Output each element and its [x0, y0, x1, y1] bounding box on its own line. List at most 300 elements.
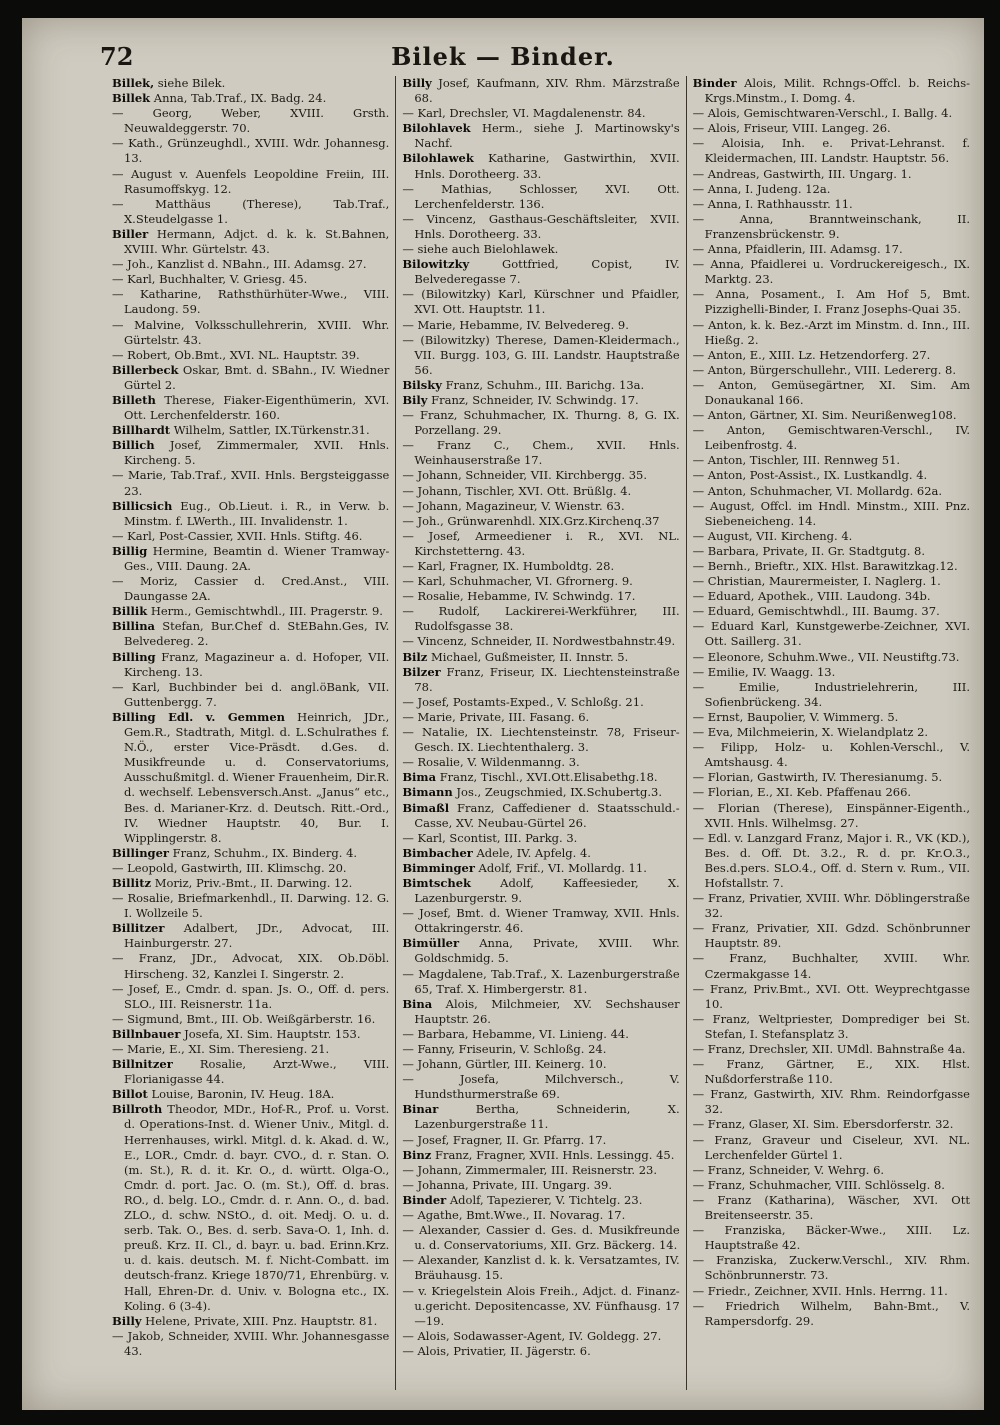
entry-details: — Franz, Schuhmacher, VIII. Schlösselg. 8. — [692, 1177, 945, 1192]
entry-surname: Binar — [402, 1102, 439, 1117]
entry-surname: Bimaßl — [402, 800, 450, 815]
directory-entry — [693, 1193, 970, 1223]
entry-surname: Bilowitzky — [402, 257, 470, 272]
directory-entry — [112, 604, 389, 619]
entry-details: Franz, Caffediener d. Staatsschuld.-Casse, XV. Neubau-Gürtel 26. — [414, 800, 680, 830]
directory-entry — [693, 242, 970, 257]
directory-entry — [112, 1314, 389, 1329]
directory-entry — [402, 408, 679, 438]
entry-details: — Rudolf, Lackirerei-Werkführer, III. Rudolfsgasse 38. — [402, 604, 680, 634]
entry-details: — Karl, Drechsler, VI. Magdalenenstr. 84. — [402, 106, 646, 121]
entry-details: — Karl, Buchbinder bei d. angl.öBank, VII. Guttenbergg. 7. — [112, 679, 390, 709]
directory-entry — [693, 1284, 970, 1299]
directory-entry — [693, 408, 970, 423]
entry-details: — Anton, Post-Assist., IX. Lustkandlg. 4. — [692, 468, 928, 483]
directory-entry — [112, 861, 389, 876]
entry-details: — August v. Auenfels Leopoldine Freiin, III. Rasumoffskyg. 12. — [112, 166, 390, 196]
entry-details: — Vincenz, Schneider, II. Nordwestbahnstr.49. — [402, 634, 676, 649]
directory-entry — [112, 1042, 389, 1057]
directory-entry — [112, 136, 389, 166]
directory-entry — [402, 650, 679, 665]
entry-details: Adolf, Tapezierer, V. Tichtelg. 23. — [446, 1192, 643, 1207]
entry-surname: Billot — [112, 1087, 148, 1102]
directory-entry — [693, 1012, 970, 1042]
directory-entry — [402, 997, 679, 1027]
entry-details: Michael, Gußmeister, II. Innstr. 5. — [427, 649, 629, 664]
entry-details: Rosalie, Arzt-Wwe., VIII. Florianigasse 44. — [124, 1057, 390, 1087]
entry-details: — Franz, Gastwirth, XIV. Rhm. Reindorfgasse 32. — [692, 1087, 970, 1117]
directory-entry — [112, 257, 389, 272]
entry-details: Helene, Private, XIII. Pnz. Hauptstr. 81. — [141, 1313, 378, 1328]
directory-entry — [402, 378, 679, 393]
entry-details: — Franz, Gärtner, E., XIX. Hlst. Nußdorferstraße 110. — [692, 1057, 970, 1087]
entry-details: Oskar, Bmt. d. SBahn., IV. Wiedner Gürtel 2. — [124, 362, 390, 392]
entry-details: — Friedr., Zeichner, XVII. Hnls. Herrng. 11. — [692, 1283, 948, 1298]
entry-surname: Binder — [692, 76, 737, 90]
entry-surname: Billing — [112, 649, 156, 664]
directory-entry — [693, 1117, 970, 1132]
directory-entry — [402, 438, 679, 468]
entry-details: — Eduard, Apothek., VIII. Laudong. 34b. — [692, 589, 931, 604]
entry-details: — Eduard, Gemischtwhdl., III. Baumg. 37. — [692, 604, 940, 619]
directory-entry — [402, 770, 679, 785]
directory-entry — [693, 801, 970, 831]
entry-details: — Aloisia, Inh. e. Privat-Lehranst. f. Kleidermachen, III. Landstr. Hauptstr. 56. — [692, 136, 970, 166]
directory-entry — [112, 619, 389, 649]
entry-details: Stefan, Bur.Chef d. StEBahn.Ges, IV. Belvedereg. 2. — [124, 619, 390, 649]
entry-details: — Vincenz, Gasthaus-Geschäftsleiter, XVII. Hnls. Dorotheerg. 33. — [402, 211, 680, 241]
entry-details: — Anton, Bürgerschullehr., VIII. Ledererg. 8. — [692, 362, 957, 377]
entry-details: Josef, Kaufmann, XIV. Rhm. Märzstraße 68. — [414, 76, 680, 106]
entry-details: — Anton, k. k. Bez.-Arzt im Minstm. d. Inn., III. Hießg. 2. — [692, 317, 970, 347]
entry-details: — Karl, Fragner, IX. Humboldtg. 28. — [402, 559, 615, 573]
entry-details: Franz, Schuhm., IX. Binderg. 4. — [168, 845, 358, 860]
entry-details: Adele, IV. Apfelg. 4. — [472, 845, 591, 860]
directory-entry — [693, 423, 970, 453]
entry-details: — Alois, Sodawasser-Agent, IV. Goldegg. 27. — [402, 1328, 662, 1343]
entry-details: — Franz, JDr., Advocat, XIX. Ob.Döbl. Hirscheng. 32, Kanzlei I. Singerstr. 2. — [112, 951, 390, 981]
directory-entry — [693, 257, 970, 287]
entry-details: — Anna, Branntweinschank, II. Franzensbrückenstr. 9. — [692, 211, 970, 241]
directory-entry — [693, 680, 970, 710]
directory-entry — [402, 876, 679, 906]
directory-entry — [112, 1012, 389, 1027]
entry-details: — Alois, Gemischtwaren-Verschl., I. Ballg. 4. — [692, 106, 953, 121]
directory-entry — [693, 363, 970, 378]
directory-entry — [112, 544, 389, 574]
directory-entry — [693, 951, 970, 981]
directory-entry — [693, 76, 970, 106]
directory-entry — [693, 378, 970, 408]
entry-details: — Bernh., Brieftr., XIX. Hlst. Barawitzkag.12. — [692, 559, 958, 573]
directory-entry — [112, 650, 389, 680]
entry-details: Adolf, Frif., VI. Mollardg. 11. — [474, 860, 647, 875]
directory-entry — [693, 740, 970, 770]
entry-details: — Malvine, Volksschullehrerin, XVIII. Whr. Gürtelstr. 43. — [112, 317, 390, 347]
entry-surname: Bilohlawek — [402, 151, 474, 166]
directory-entry — [693, 1163, 970, 1178]
entry-details: — Josefa, Milchversch., V. Hundsthurmerstraße 69. — [402, 1072, 680, 1102]
entry-details: — Christian, Maurermeister, I. Naglerg. 1. — [692, 574, 941, 589]
entry-details: — Alexander, Kanzlist d. k. k. Versatzamtes, IV. Bräuhausg. 15. — [402, 1253, 680, 1283]
entry-details: — August, Offcl. im Hndl. Minstm., XIII. Pnz. Siebeneicheng. 14. — [692, 498, 970, 528]
directory-entry — [112, 227, 389, 257]
entry-details: — Anton, Schuhmacher, VI. Mollardg. 62a. — [692, 483, 943, 498]
entry-details: Franz, Friseur, IX. Liechtensteinstraße 78. — [414, 664, 680, 694]
directory-entry — [112, 1329, 389, 1359]
entry-details: — Franz, Priv.Bmt., XVI. Ott. Weyprechtgasse 10. — [692, 981, 970, 1011]
entry-details: — Franz C., Chem., XVII. Hnls. Weinhauserstraße 17. — [402, 438, 680, 468]
entry-details: — Alexander, Cassier d. Ges. d. Musikfreunde u. d. Conservatoriums, XII. Grz. Bäckerg. 14. — [402, 1223, 680, 1253]
entry-details: — Eleonore, Schuhm.Wwe., VII. Neustiftg.73. — [692, 649, 960, 664]
directory-entry — [112, 348, 389, 363]
directory-entry — [402, 1193, 679, 1208]
directory-entry — [112, 393, 389, 423]
directory-entry — [402, 1057, 679, 1072]
entry-details: — Florian, Gastwirth, IV. Theresianumg. 5. — [692, 770, 943, 785]
directory-entry — [402, 1223, 679, 1253]
directory-entry — [402, 1208, 679, 1223]
directory-entry — [112, 846, 389, 861]
directory-entry — [112, 891, 389, 921]
entry-details: Josef, Zimmermaler, XVII. Hnls. Kircheng. 5. — [124, 438, 390, 468]
directory-entry — [402, 634, 679, 649]
entry-details: — Josef, E., Cmdr. d. span. Js. O., Off. d. pers. SLO., III. Reisnerstr. 11a. — [112, 981, 390, 1011]
entry-details: — (Bilowitzky) Karl, Kürschner und Pfaidler, XVI. Ott. Hauptstr. 11. — [402, 287, 680, 317]
directory-entry — [693, 619, 970, 649]
directory-entry — [402, 121, 679, 151]
entry-details: — Franz, Drechsler, XII. UMdl. Bahnstraße 4a. — [692, 1042, 966, 1056]
entry-details: Josefa, XI. Sim. Hauptstr. 153. — [180, 1026, 361, 1041]
directory-entry — [402, 257, 679, 287]
directory-entry — [402, 604, 679, 634]
entry-surname: Bimminger — [402, 860, 475, 875]
entry-details: Moriz, Priv.-Bmt., II. Darwing. 12. — [151, 875, 353, 890]
entry-details: — Emilie, IV. Waagg. 13. — [692, 664, 836, 679]
entry-surname: Billerbeck — [112, 362, 179, 377]
directory-entry — [693, 1057, 970, 1087]
entry-surname: Billitzer — [112, 921, 165, 936]
running-head: Bilek — Binder. — [391, 42, 615, 71]
entry-details: — August, VII. Kircheng. 4. — [692, 528, 853, 543]
directory-entry — [693, 136, 970, 166]
entry-details: — Anna, Pfaidlerei u. Vordruckereigesch., IX. Marktg. 23. — [692, 257, 970, 287]
directory-entry — [693, 770, 970, 785]
directory-entry — [693, 484, 970, 499]
entry-details: — Rosalie, Hebamme, IV. Schwindg. 17. — [402, 589, 636, 604]
directory-entry — [693, 665, 970, 680]
directory-entry — [693, 106, 970, 121]
directory-entry — [402, 1102, 679, 1132]
entry-details: — Franz (Katharina), Wäscher, XVI. Ott Breitenseerstr. 35. — [692, 1192, 970, 1223]
entry-details: Katharine, Gastwirthin, XVII. Hnls. Dorotheerg. 33. — [414, 151, 680, 181]
directory-entry — [693, 831, 970, 891]
directory-entry — [402, 76, 679, 106]
directory-entry — [693, 1042, 970, 1057]
entry-details: — Joh., Grünwarenhdl. XIX.Grz.Kirchenq.37 — [402, 513, 660, 528]
entry-surname: Bilzer — [402, 664, 441, 679]
entry-details: — Marie, Hebamme, IV. Belvedereg. 9. — [402, 317, 629, 332]
directory-entry — [402, 1329, 679, 1344]
directory-entry — [402, 936, 679, 966]
directory-entry — [402, 514, 679, 529]
directory-entry — [402, 861, 679, 876]
directory-entry — [402, 725, 679, 755]
directory-entry — [693, 1178, 970, 1193]
entry-details: Adolf, Kaffeesieder, X. Lazenburgerstr. 9. — [414, 875, 680, 906]
entry-surname: Bilz — [402, 649, 428, 664]
entry-surname: Billy — [112, 1313, 142, 1328]
directory-entry — [693, 453, 970, 468]
entry-details: — Barbara, Hebamme, VI. Linieng. 44. — [402, 1026, 629, 1041]
entry-details: — Anton, Gemischtwaren-Verschl., IV. Leibenfrostg. 4. — [692, 423, 970, 453]
entry-surname: Billek — [112, 91, 151, 106]
entry-details: — Anton, Gärtner, XI. Sim. Neurißenweg108. — [692, 408, 957, 423]
entry-details: — Agathe, Bmt.Wwe., II. Novarag. 17. — [402, 1208, 626, 1223]
entry-details: — Marie, Tab.Traf., XVII. Hnls. Bergsteiggasse 23. — [112, 468, 390, 498]
directory-entry — [402, 242, 679, 257]
entry-details: — Edl. v. Lanzgard Franz, Major i. R., VK (KD.), Bes. d. Off. Dt. 3.2., R. d. pr. Kr.O.3., Bes.d.pers. SLO.4., Off. d. Stern v. Rum., VII. Hofstallstr. 7. — [692, 830, 970, 890]
entry-surname: Billinger — [112, 845, 169, 860]
entry-details: Louise, Baronin, IV. Heug. 18A. — [147, 1087, 335, 1102]
directory-entry — [693, 891, 970, 921]
entry-surname: Billeth — [112, 392, 156, 407]
entry-details: — Rosalie, V. Wildenmanng. 3. — [402, 755, 580, 770]
directory-entry — [112, 499, 389, 529]
entry-surname: Bimann — [402, 785, 453, 800]
entry-details: Franz, Fragner, XVII. Hnls. Lessingg. 45. — [431, 1147, 675, 1162]
entry-details: Therese, Fiaker-Eigenthümerin, XVI. Ott. Lerchenfelderstr. 160. — [124, 392, 390, 423]
directory-entry — [693, 121, 970, 136]
entry-details: Anna, Private, XVIII. Whr. Goldschmidg. 5. — [414, 936, 680, 966]
directory-entry — [693, 1133, 970, 1163]
entry-surname: Billik — [112, 604, 148, 619]
entry-details: — Karl, Schuhmacher, VI. Gfrornerg. 9. — [402, 574, 633, 589]
entry-details: — Franz, Schuhmacher, IX. Thurng. 8, G. IX. Porzellang. 29. — [402, 408, 680, 438]
entry-details: — Karl, Post-Cassier, XVII. Hnls. Stiftg. 46. — [112, 528, 363, 543]
directory-entry — [693, 318, 970, 348]
entry-details: — Robert, Ob.Bmt., XVI. NL. Hauptstr. 39. — [112, 347, 360, 362]
entry-details: — Natalie, IX. Liechtensteinstr. 78, Friseur-Gesch. IX. Liechtenthalerg. 3. — [402, 725, 680, 755]
directory-entry — [693, 287, 970, 317]
directory-entry — [402, 695, 679, 710]
entry-details: — Katharine, Rathsthürhüter-Wwe., VIII. Laudong. 59. — [112, 287, 390, 317]
entry-details: Heinrich, JDr., Gem.R., Stadtrath, Mitgl. d. L.Schulrathes f. N.Ö., erster Vice-Präsdt. d.Ges. d. Musikfreunde u. d. Conservatoriums, Ausschußmitgl. d. Wiener Frauenheim, Dir.R. d. wechself. Lebensversch.Anst. „Janus“ etc., Bes. d. Marianer-Krz. d. Deutsch. Ritt.-Ord., IV. Wiedner Hauptstr. 40, Bur. I. Wipplingerstr. 8. — [124, 709, 390, 845]
entry-surname: Billing Edl. v. Gemmen — [112, 709, 286, 724]
directory-entry — [112, 197, 389, 227]
entry-details: — Johann, Tischler, XVI. Ott. Brüßlg. 4. — [402, 483, 632, 498]
directory-entry — [402, 846, 679, 861]
page-header — [22, 32, 984, 78]
directory-entry — [402, 1284, 679, 1329]
entry-surname: Bina — [402, 996, 433, 1011]
entry-details: — Franz, Glaser, XI. Sim. Ebersdorferstr. 32. — [692, 1117, 954, 1132]
directory-entry — [112, 921, 389, 951]
entry-surname: Binz — [402, 1147, 432, 1162]
directory-entry — [402, 906, 679, 936]
entry-details: — Barbara, Private, II. Gr. Stadtgutg. 8. — [692, 543, 926, 558]
entry-details: — Andreas, Gastwirth, III. Ungarg. 1. — [692, 166, 912, 181]
directory-entry — [402, 967, 679, 997]
entry-details: — Eduard Karl, Kunstgewerbe-Zeichner, XVI. Ott. Saillerg. 31. — [692, 619, 970, 649]
directory-entry — [112, 1087, 389, 1102]
directory-entry — [402, 831, 679, 846]
directory-entry — [402, 710, 679, 725]
entry-details: — Matthäus (Therese), Tab.Traf., X.Steudelgasse 1. — [112, 196, 390, 226]
directory-entry — [112, 1057, 389, 1087]
entry-details: — Magdalene, Tab.Traf., X. Lazenburgerstraße 65, Traf. X. Himbergerstr. 81. — [402, 966, 680, 996]
entry-details: — Johann, Magazineur, V. Wienstr. 63. — [402, 498, 625, 513]
entry-surname: Billina — [112, 619, 156, 634]
directory-entry — [112, 468, 389, 498]
entry-details: Gottfried, Copist, IV. Belvederegasse 7. — [414, 257, 680, 287]
directory-entry — [402, 755, 679, 770]
entry-details: Hermine, Beamtin d. Wiener Tramway-Ges., VIII. Daung. 2A. — [124, 543, 390, 573]
entry-details: — Anton, Tischler, III. Rennweg 51. — [692, 453, 901, 468]
directory-entry — [402, 182, 679, 212]
directory-entry — [402, 529, 679, 559]
directory-entry — [693, 197, 970, 212]
entry-details: — Mathias, Schlosser, XVI. Ott. Lerchenfelderstr. 136. — [402, 181, 680, 211]
directory-entry — [693, 650, 970, 665]
entry-surname: Bimbacher — [402, 845, 473, 860]
entry-details: Alois, Milchmeier, XV. Sechshauser Hauptstr. 26. — [414, 996, 680, 1026]
entry-surname: Billek, — [112, 76, 155, 90]
entry-details: — Alois, Friseur, VIII. Langeg. 26. — [692, 121, 891, 136]
directory-entry — [112, 951, 389, 981]
directory-entry — [112, 363, 389, 393]
column-1 — [110, 76, 395, 1390]
entry-surname: Bimüller — [402, 936, 460, 951]
entry-details: — Franz, Buchhalter, XVIII. Whr. Czermakgasse 14. — [692, 951, 970, 981]
directory-entry — [402, 1042, 679, 1057]
directory-entry — [112, 876, 389, 891]
directory-entry — [112, 91, 389, 106]
entry-details: Franz, Schneider, IV. Schwindg. 17. — [427, 392, 639, 407]
directory-entry — [402, 333, 679, 378]
directory-entry — [402, 393, 679, 408]
entry-details: — Franz, Schneider, V. Wehrg. 6. — [692, 1162, 885, 1177]
entry-details: — Moriz, Cassier d. Cred.Anst., VIII. Daungasse 2A. — [112, 574, 390, 604]
directory-columns — [110, 76, 976, 1390]
entry-details: Jos., Zeugschmied, IX.Schubertg.3. — [452, 785, 662, 800]
entry-details: — Kath., Grünzeughdl., XVIII. Wdr. Johannesg. 13. — [112, 136, 390, 166]
entry-surname: Bilohlavek — [402, 121, 471, 136]
directory-entry — [402, 1148, 679, 1163]
directory-entry — [112, 529, 389, 544]
entry-details: — Anton, Gemüsegärtner, XI. Sim. Am Donaukanal 166. — [692, 377, 970, 407]
directory-entry — [693, 1223, 970, 1253]
directory-entry — [402, 1178, 679, 1193]
entry-details: Hermann, Adjct. d. k. k. St.Bahnen, XVIII. Whr. Gürtelstr. 43. — [124, 226, 390, 257]
entry-details: — Sigmund, Bmt., III. Ob. Weißgärberstr. 16. — [112, 1011, 376, 1026]
entry-details: — (Bilowitzky) Therese, Damen-Kleidermach., VII. Burgg. 103, G. III. Landstr. Hauptstraße 56. — [402, 332, 680, 377]
entry-surname: Biller — [112, 226, 149, 241]
entry-details: — Emilie, Industrielehrerin, III. Sofienbrückeng. 34. — [692, 679, 970, 709]
entry-details: — Ernst, Baupolier, V. Wimmerg. 5. — [692, 709, 899, 724]
entry-details: Franz, Tischl., XVI.Ott.Elisabethg.18. — [436, 770, 658, 785]
entry-details: — Rosalie, Briefmarkenhdl., II. Darwing. 12. G. I. Wollzeile 5. — [112, 891, 390, 921]
directory-entry — [402, 801, 679, 831]
entry-details: — Eva, Milchmeierin, X. Wielandplatz 2. — [692, 725, 929, 740]
entry-details: Bertha, Schneiderin, X. Lazenburgerstraße 11. — [414, 1102, 680, 1132]
entry-details: Franz, Magazineur a. d. Hofoper, VII. Kircheng. 13. — [124, 649, 390, 679]
entry-details: — Johann, Gürtler, III. Keinerg. 10. — [402, 1057, 607, 1072]
directory-entry — [112, 76, 389, 91]
entry-details: — Anna, Pfaidlerin, III. Adamsg. 17. — [692, 242, 903, 257]
directory-entry — [693, 785, 970, 800]
entry-surname: Bily — [402, 392, 428, 407]
entry-details: Herm., Gemischtwhdl., III. Pragerstr. 9. — [147, 604, 383, 619]
directory-entry — [693, 725, 970, 740]
directory-entry — [402, 785, 679, 800]
entry-details: Franz, Schuhm., III. Barichg. 13a. — [441, 377, 645, 392]
directory-entry — [112, 574, 389, 604]
entry-details: — Franz, Privatier, XVIII. Whr. Döblingerstraße 32. — [692, 891, 970, 921]
entry-details: Herm., siehe J. Martinowsky's Nachf. — [414, 121, 680, 151]
entry-details: — Marie, Private, III. Fasang. 6. — [402, 709, 590, 724]
entry-details: — Anton, E., XIII. Lz. Hetzendorferg. 27. — [692, 347, 931, 362]
directory-page — [22, 18, 984, 1410]
entry-details: — Jakob, Schneider, XVIII. Whr. Johannesgasse 43. — [112, 1328, 390, 1358]
directory-entry — [402, 1133, 679, 1148]
entry-details: — Franz, Graveur und Ciseleur, XVI. NL. Lerchenfelder Gürtel 1. — [692, 1132, 970, 1162]
directory-entry — [112, 167, 389, 197]
entry-details: — Johanna, Private, III. Ungarg. 39. — [402, 1177, 612, 1192]
directory-entry — [693, 544, 970, 559]
entry-surname: Billnitzer — [112, 1057, 173, 1072]
directory-entry — [693, 212, 970, 242]
entry-details: — Anna, I. Judeng. 12a. — [692, 181, 831, 196]
directory-entry — [112, 680, 389, 710]
entry-surname: Billig — [112, 543, 148, 558]
directory-entry — [402, 1253, 679, 1283]
directory-entry — [693, 348, 970, 363]
directory-entry — [693, 182, 970, 197]
directory-entry — [693, 1253, 970, 1283]
entry-details: — v. Kriegelstein Alois Freih., Adjct. d. Finanz-u.gericht. Depositencasse, XV. Fünfhausg. 17—19. — [402, 1283, 680, 1328]
entry-details: — Florian, E., XI. Keb. Pfaffenau 266. — [692, 785, 912, 800]
directory-entry — [402, 1344, 679, 1359]
entry-details: — siehe auch Bielohlawek. — [402, 242, 559, 257]
entry-surname: Billnbauer — [112, 1026, 181, 1041]
entry-surname: Bilsky — [402, 377, 442, 392]
entry-details: — Franz, Weltpriester, Domprediger bei St. Stefan, I. Stefansplatz 3. — [692, 1011, 970, 1041]
directory-entry — [402, 212, 679, 242]
directory-entry — [693, 982, 970, 1012]
directory-entry — [402, 1027, 679, 1042]
directory-entry — [693, 499, 970, 529]
entry-details: — Anna, I. Rathhausstr. 11. — [692, 196, 853, 211]
entry-details: — Marie, E., XI. Sim. Theresieng. 21. — [112, 1042, 330, 1056]
directory-entry — [693, 604, 970, 619]
entry-surname: Binder — [402, 1192, 447, 1207]
entry-details: — Fanny, Friseurin, V. Schloßg. 24. — [402, 1042, 607, 1056]
directory-entry — [402, 1163, 679, 1178]
directory-entry — [112, 287, 389, 317]
directory-entry — [112, 1102, 389, 1313]
entry-surname: Bimtschek — [402, 875, 472, 890]
entry-details: — Joh., Kanzlist d. NBahn., III. Adamsg. 27. — [112, 257, 367, 272]
directory-entry — [402, 468, 679, 483]
directory-entry — [693, 1299, 970, 1329]
directory-entry — [402, 318, 679, 333]
entry-details: — Anna, Posament., I. Am Hof 5, Bmt. Pizzighelli-Binder, I. Franz Josephs-Quai 35. — [692, 287, 970, 317]
entry-surname: Billitz — [112, 875, 152, 890]
entry-surname: Billicsich — [112, 498, 173, 513]
column-3 — [686, 76, 976, 1390]
directory-entry — [112, 982, 389, 1012]
